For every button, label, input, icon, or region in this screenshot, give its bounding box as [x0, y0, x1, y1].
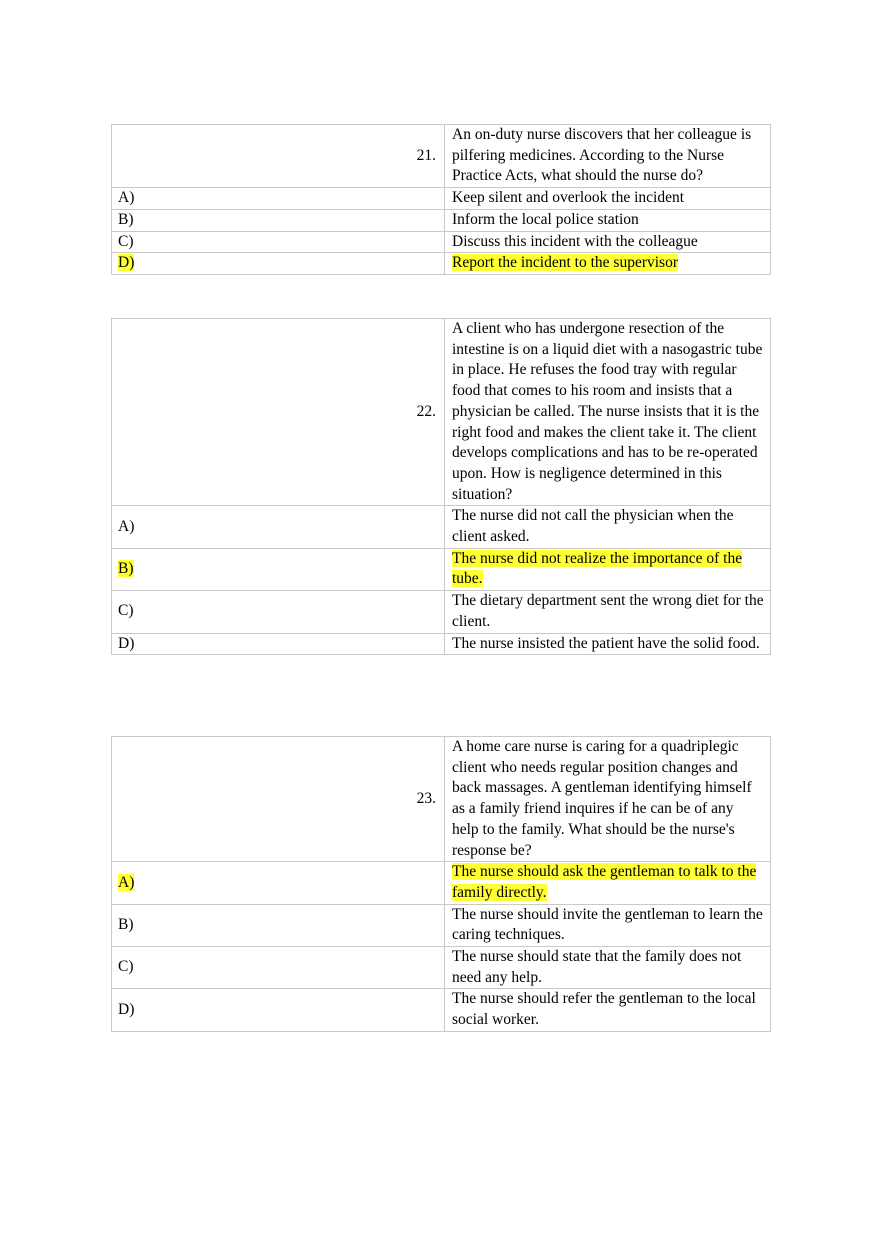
option-answer-text: The nurse should invite the gentleman to learn the caring techniques.	[452, 905, 763, 944]
option-row-c	[112, 947, 771, 989]
option-label	[112, 231, 445, 253]
question-number: 23.	[112, 737, 445, 862]
option-text	[445, 904, 771, 946]
option-answer-text: Discuss this incident with the colleague	[452, 232, 698, 250]
question-text: An on-duty nurse discovers that her colleague is pilfering medicines. According to the Nurse Practice Acts, what should the nurse do?	[445, 125, 771, 188]
question-22-table	[111, 318, 771, 655]
option-text	[445, 506, 771, 548]
highlighted-answer-text: The nurse should ask the gentleman to talk to the family directly.	[452, 863, 757, 901]
option-row-a	[112, 188, 771, 210]
highlighted-answer-text: The nurse did not realize the importance of the tube.	[452, 549, 743, 588]
option-label-text: A)	[118, 517, 135, 535]
option-row-c	[112, 591, 771, 633]
question-text: A home care nurse is caring for a quadriplegic client who needs regular position changes and back massages. A gentleman identifying himself as a family friend inquires if he can be of any help to the family. What should be the nurse's response be?	[445, 737, 771, 862]
option-row-b	[112, 904, 771, 946]
option-label	[112, 862, 445, 904]
question-21-table	[111, 124, 771, 275]
option-text	[445, 947, 771, 989]
option-label	[112, 209, 445, 231]
option-row-d	[112, 989, 771, 1031]
option-label-text: C)	[118, 602, 134, 620]
option-answer-text: The nurse insisted the patient have the solid food.	[452, 634, 760, 652]
option-row-c	[112, 231, 771, 253]
question-number: 21.	[112, 125, 445, 188]
highlighted-option-label: B)	[118, 560, 134, 578]
option-label	[112, 904, 445, 946]
highlighted-answer-text: Report the incident to the supervisor	[452, 254, 678, 272]
option-row-d-correct	[112, 253, 771, 275]
option-row-d	[112, 633, 771, 655]
option-answer-text: The dietary department sent the wrong diet for the client.	[452, 592, 764, 630]
option-row-b	[112, 209, 771, 231]
option-text	[445, 989, 771, 1031]
option-text	[445, 209, 771, 231]
option-label	[112, 591, 445, 633]
question-number: 22.	[112, 319, 445, 506]
option-label	[112, 989, 445, 1031]
option-text	[445, 253, 771, 275]
option-text	[445, 188, 771, 210]
option-answer-text: The nurse did not call the physician when the client asked.	[452, 507, 734, 546]
highlighted-option-label: D)	[118, 254, 135, 272]
option-answer-text: The nurse should refer the gentleman to the local social worker.	[452, 990, 756, 1029]
option-label-text: A)	[118, 189, 135, 207]
option-text	[445, 862, 771, 904]
option-text	[445, 231, 771, 253]
option-label-text: D)	[118, 634, 135, 652]
option-answer-text: Inform the local police station	[452, 210, 639, 228]
question-row	[112, 319, 771, 506]
option-label	[112, 947, 445, 989]
option-text	[445, 591, 771, 633]
option-row-b-correct	[112, 548, 771, 590]
question-row	[112, 125, 771, 188]
option-label	[112, 188, 445, 210]
option-label	[112, 548, 445, 590]
option-row-a	[112, 506, 771, 548]
option-label-text: D)	[118, 1000, 135, 1018]
option-label-text: B)	[118, 915, 134, 933]
option-answer-text: The nurse should state that the family does not need any help.	[452, 948, 742, 986]
question-row	[112, 737, 771, 862]
option-label	[112, 253, 445, 275]
question-text: A client who has undergone resection of the intestine is on a liquid diet with a nasogastric tube in place. He refuses the food tray with regular food that comes to his room and insists that a physician be called. The nurse insists that it is the right food and makes the client take it. The client develops complications and has to be re-operated upon. How is negligence determined in this situation?	[445, 319, 771, 506]
option-label-text: C)	[118, 958, 134, 976]
option-text	[445, 548, 771, 590]
option-label-text: C)	[118, 232, 134, 250]
option-label	[112, 506, 445, 548]
option-label	[112, 633, 445, 655]
option-text	[445, 633, 771, 655]
highlighted-option-label: A)	[118, 873, 135, 891]
question-23-table	[111, 736, 771, 1032]
option-answer-text: Keep silent and overlook the incident	[452, 189, 685, 207]
option-label-text: B)	[118, 210, 134, 228]
option-row-a-correct	[112, 862, 771, 904]
